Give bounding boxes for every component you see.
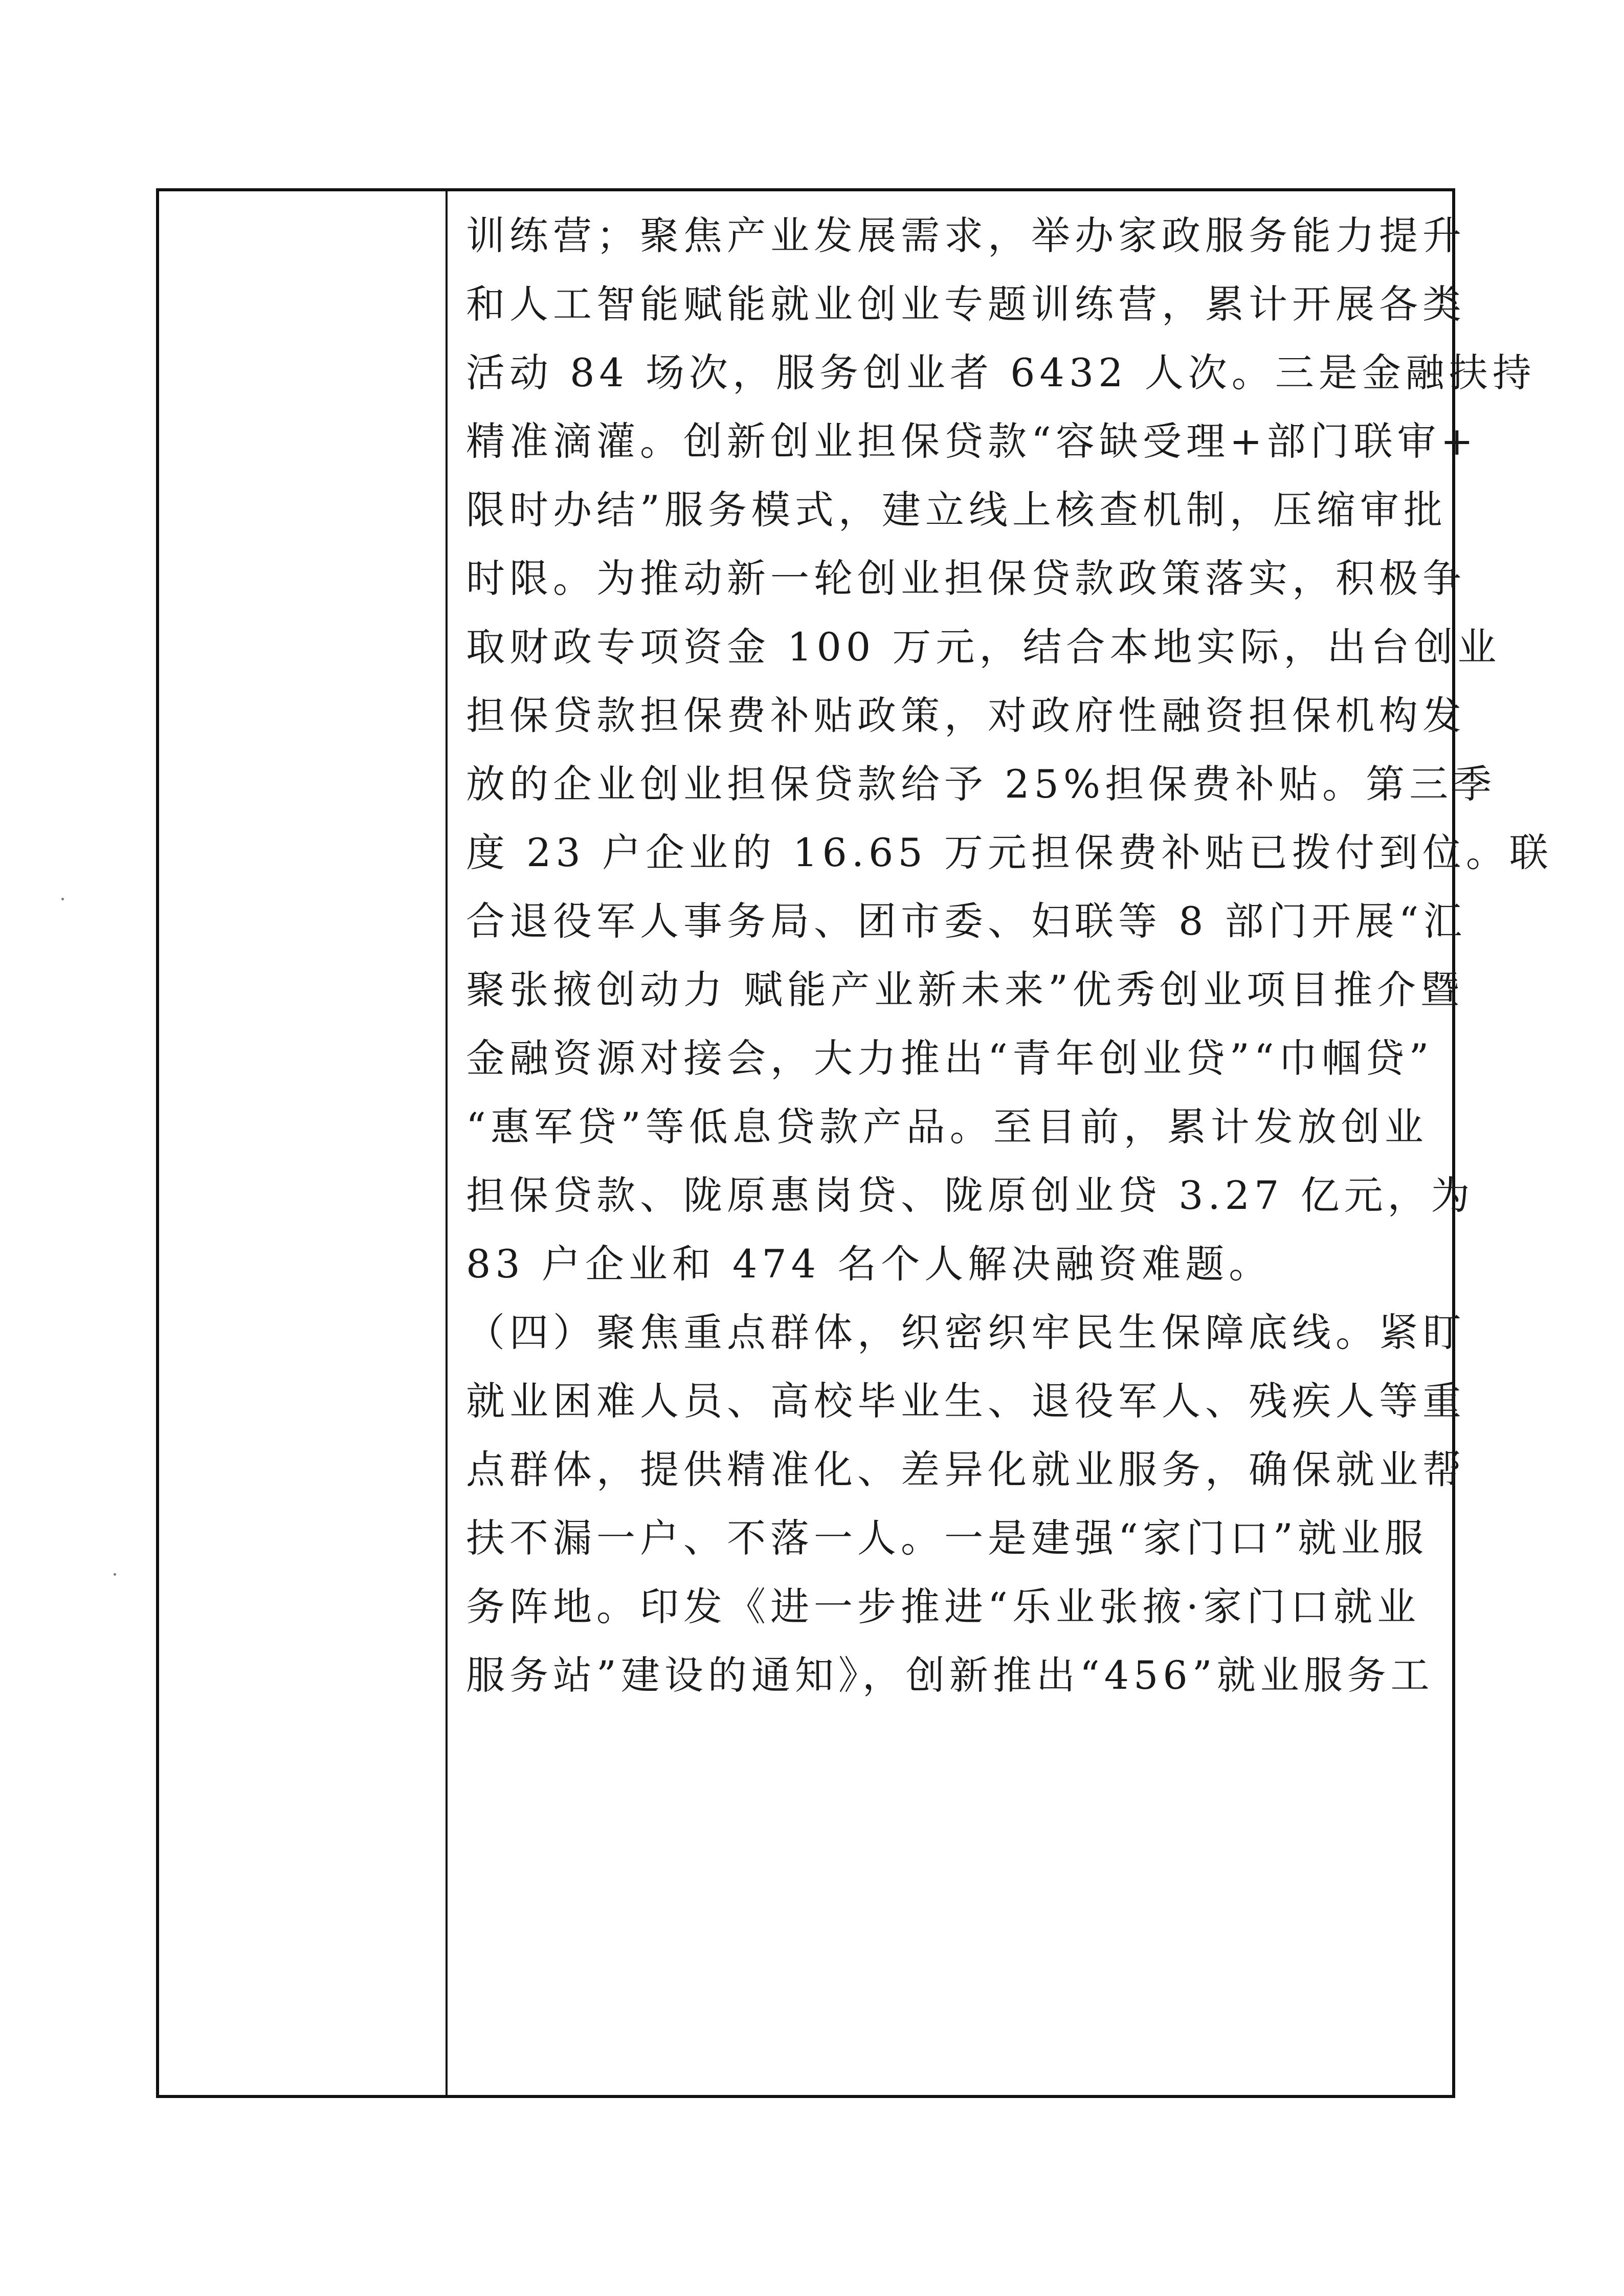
text-line: 和人工智能赋能就业创业专题训练营，累计开展各类 (466, 281, 1466, 327)
text-line: 务阵地。印发《进一步推进“乐业张掖·家门口就业 (466, 1584, 1421, 1629)
text-line: 金融资源对接会，大力推出“青年创业贷”“巾帼贷” (466, 1035, 1434, 1081)
text-line: 活动 84 场次，服务创业者 6432 人次。三是金融扶持 (466, 350, 1536, 395)
column-divider (446, 191, 448, 2095)
text-line: 担保贷款担保费补贴政策，对政府性融资担保机构发 (466, 693, 1466, 738)
text-line: 度 23 户企业的 16.65 万元担保费补贴已拨付到位。联 (466, 830, 1553, 875)
section-heading-line: （四）聚焦重点群体，织密织牢民生保障底线。紧盯 (466, 1310, 1466, 1355)
text-line: 担保贷款、陇原惠岗贷、陇原创业贷 3.27 亿元，为 (466, 1173, 1475, 1218)
text-line: 扶不漏一户、不落一人。一是建强“家门口”就业服 (466, 1515, 1428, 1561)
text-line: 训练营；聚焦产业发展需求，举办家政服务能力提升 (466, 213, 1466, 258)
content-cell (466, 202, 1553, 1710)
text-line: 精准滴灌。创新创业担保贷款“容缺受理+部门联审+ (466, 418, 1478, 464)
text-line: 限时办结”服务模式，建立线上核查机制，压缩审批 (466, 487, 1447, 533)
text-line: 服务站”建设的通知》，创新推出“456”就业服务工 (466, 1652, 1434, 1698)
report-table (156, 188, 1553, 2098)
text-line: 合退役军人事务局、团市委、妇联等 8 部门开展“汇 (466, 898, 1467, 944)
text-line: 时限。为推动新一轮创业担保贷款政策落实，积极争 (466, 556, 1466, 601)
text-line: 点群体，提供精准化、差异化就业服务，确保就业帮 (466, 1447, 1466, 1492)
text-line: 83 户企业和 474 名个人解决融资难题。 (466, 1241, 1273, 1287)
scan-speck (114, 1573, 116, 1576)
text-line: 就业困难人员、高校毕业生、退役军人、残疾人等重 (466, 1378, 1466, 1424)
text-line: 放的企业创业担保贷款给予 25%担保费补贴。第三季 (466, 761, 1497, 807)
text-line: 聚张掖创动力 赋能产业新未来”优秀创业项目推介暨 (466, 967, 1464, 1012)
text-line: “惠军贷”等低息贷款产品。至目前，累计发放创业 (466, 1104, 1428, 1150)
scan-speck (61, 898, 64, 900)
text-line: 取财政专项资金 100 万元，结合本地实际，出台创业 (466, 624, 1501, 670)
